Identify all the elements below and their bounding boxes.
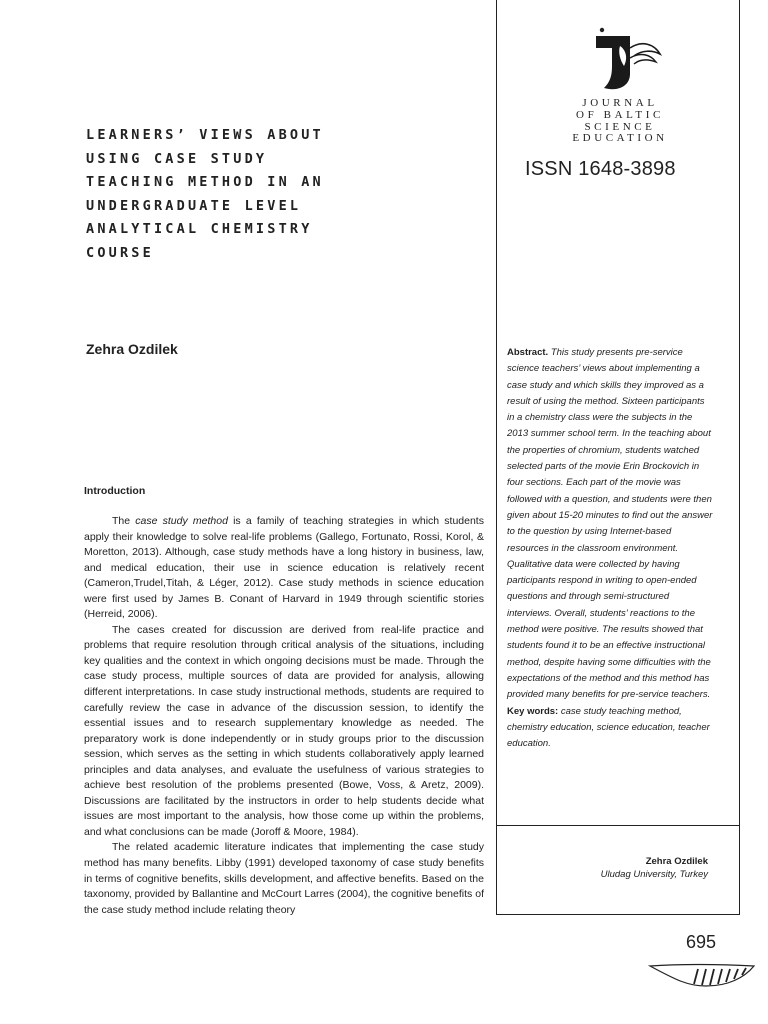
issn-number: ISSN 1648-3898: [525, 158, 676, 180]
page-number: 695: [686, 932, 717, 952]
journal-name-line: SCIENCE: [584, 120, 656, 133]
title-line: LEARNERS’ VIEWS ABOUT: [86, 127, 324, 143]
introduction-heading: Introduction: [84, 485, 146, 497]
journal-name-line: OF BALTIC: [576, 108, 664, 121]
journal-logo-icon: [590, 26, 662, 98]
page-ornament-icon: [648, 960, 756, 990]
journal-name-line: JOURNAL: [582, 97, 658, 109]
paragraph-text: is a family of teaching strategies in which students apply their knowledge to solve real-life problems (Gallego, Fortunato, Rossi, Korol, & Moretton, 2013). Although, case study methods have a long history in business, law, and medical education, their use in science education is relatively recent (Cameron,Trudel,Titah, & Léger, 2012). Case study methods in science education were first used by James B. Conant of Harvard in 1949 through scientific stories (Herreid, 2006).: [84, 515, 484, 621]
title-line: UNDERGRADUATE LEVEL: [86, 197, 302, 214]
title-line: ANALYTICAL CHEMISTRY: [86, 221, 313, 237]
abstract-block: [507, 345, 713, 752]
title-line: TEACHING METHOD IN AN: [86, 174, 324, 190]
keywords-text: case study teaching method, chemistry education, science education, teacher education.: [507, 705, 710, 750]
emphasized-term: case study method: [135, 515, 228, 527]
paragraph: The related academic literature indicates that implementing the case study method has many benefits. Libby (1991) developed taxonomy of case study benefits in terms of cognitive benefits, skills development, and affective benefits. Based on the taxonomy, provided by Ballantine and McCourt Larres (2004), the cognitive benefits of the case study method include relating theory: [84, 841, 484, 916]
paragraph: The cases created for discussion are derived from real-life practice and problems that require resolution through critical analysis of the situations, including key qualities and the context in which ongoing decisions must be made. Through the case study process, multiple sources of data are provided for analysis, allowing different interpretations. In case study instructional methods, students are required to carefully review the case in advance of the discussion session, to identify the essential issues and to research supplementary knowledge as needed. The preparatory work is done independently or in study groups prior to the discussion session, which serves as the setting in which students collaboratively apply learned principles and data analyses, and evaluate the usefulness of various strategies to achieve best resolution of the problems presented (Bowe, Voss, & Aretz, 2009). Discussions are facilitated by the instructors in order to help students decide what issues are most important to the analysis, how those come up within the problems, and what conclusions can be made (Joroff & Moore, 1984).: [84, 623, 484, 838]
abstract-label: Abstract.: [507, 347, 549, 358]
paragraph: [84, 514, 484, 623]
introduction-body: [84, 514, 484, 918]
author-name: Zehra Ozdilek: [86, 341, 178, 357]
affiliation-author-name: Zehra Ozdilek: [645, 856, 708, 867]
journal-name: [545, 98, 695, 145]
author-affiliation: [560, 855, 708, 881]
keywords-label: Key words:: [507, 705, 559, 717]
abstract-text: This study presents pre-service science teachers’ views about implementing a case study and which skills they improved as a result of using the method. Sixteen participants in a chemistry class were the subjects in the 2013 summer school term. In the teaching about the properties of chromium, students watched selected parts of the movie Erin Brockovich in four sections. Each part of the movie was followed with a question, and students were then given about 15-20 minutes to find out the answer to the question by using Internet-based resources in the classroom environment. Qualitative data were collected by having participants respond in writing to open-ended questions and through semi-structured interviews. Overall, students’ reactions to the method were positive. The results showed that students found it to be an effective instructional method, despite having some difficulties with the expectations of the method and this method has provided many benefits for pre-service teachers.: [507, 347, 713, 701]
paper-title: [86, 124, 486, 265]
sidebar-divider: [496, 825, 740, 826]
affiliation-university: Uludag University, Turkey: [600, 869, 708, 880]
paragraph-text: The: [112, 515, 136, 527]
journal-name-line: EDUCATION: [572, 132, 668, 145]
title-line: COURSE: [86, 244, 154, 261]
title-line: USING CASE STUDY: [86, 150, 268, 167]
